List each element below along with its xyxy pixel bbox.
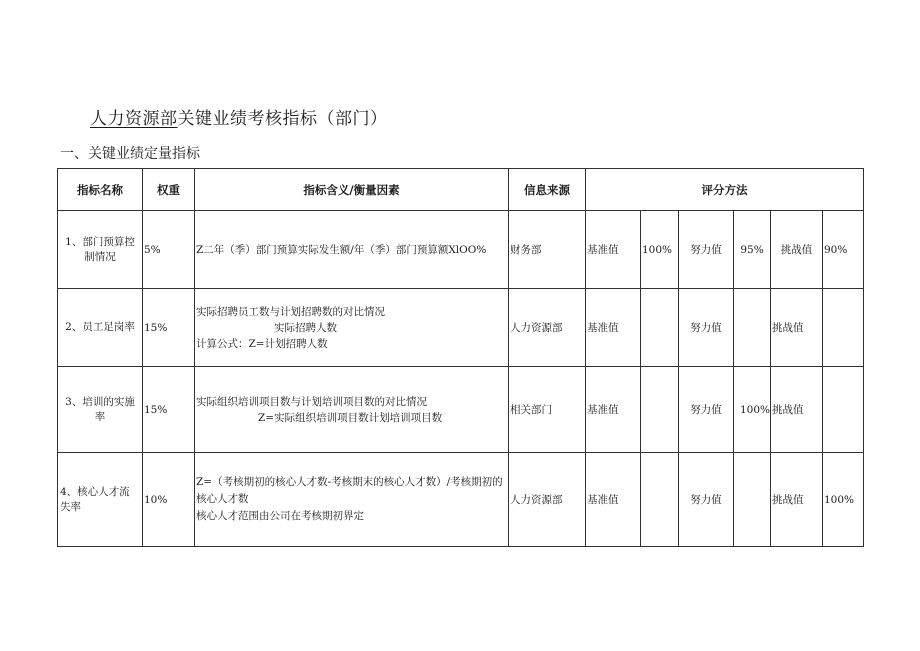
effort-label: 努力值 <box>679 211 734 289</box>
effort-label: 努力值 <box>679 289 734 367</box>
definition-cell <box>195 367 509 453</box>
base-label: 基准值 <box>586 211 641 289</box>
source-cell: 人力资源部 <box>509 289 586 367</box>
definition-cell <box>195 289 509 367</box>
definition-line: 实际招聘员工数与计划招聘数的对比情况 <box>196 305 385 318</box>
definition-line: 计算公式：Z=计划招聘人数 <box>196 337 328 350</box>
source-cell: 相关部门 <box>509 367 586 453</box>
effort-value <box>734 453 771 547</box>
header-source: 信息来源 <box>509 169 586 211</box>
table-row <box>58 211 864 289</box>
indicator-name: 3、培训的实施率 <box>58 367 143 453</box>
challenge-label: 挑战值 <box>771 367 823 453</box>
definition-cell <box>195 453 509 547</box>
base-value <box>641 453 679 547</box>
effort-value: 100% <box>734 367 771 453</box>
definition-line: 实际组织培训项目数与计划培训项目数的对比情况 <box>196 395 427 408</box>
indicator-name: 1、部门预算控制情况 <box>58 211 143 289</box>
weight-cell: 10% <box>143 453 195 547</box>
indicator-name: 2、员工足岗率 <box>58 289 143 367</box>
definition-line: 核心人才范围由公司在考核期初界定 <box>196 510 364 522</box>
base-label: 基准值 <box>586 367 641 453</box>
base-value: 100% <box>641 211 679 289</box>
challenge-label: 挑战值 <box>771 211 823 289</box>
table-row <box>58 289 864 367</box>
effort-label: 努力值 <box>679 367 734 453</box>
challenge-value: 90% <box>823 211 864 289</box>
definition-line: Z=实际组织培训项目数计划培训项目数 <box>258 411 443 424</box>
kpi-table <box>57 168 864 547</box>
definition-line: Z=（考核期初的核心人才数-考核期末的核心人才数）/考核期初的核心人才数 <box>196 476 503 505</box>
document-title <box>90 104 388 129</box>
base-value <box>641 367 679 453</box>
source-cell: 财务部 <box>509 211 586 289</box>
challenge-value <box>823 367 864 453</box>
definition-cell <box>195 211 509 289</box>
table-row <box>58 453 864 547</box>
challenge-label: 挑战值 <box>771 289 823 367</box>
header-weight: 权重 <box>143 169 195 211</box>
base-label: 基准值 <box>586 289 641 367</box>
challenge-label: 挑战值 <box>771 453 823 547</box>
base-value <box>641 289 679 367</box>
definition-line: 实际招聘人数 <box>274 321 337 334</box>
base-label: 基准值 <box>586 453 641 547</box>
title-rest: 关键业绩考核指标（部门） <box>177 109 388 129</box>
header-definition: 指标含义/衡量因素 <box>195 169 509 211</box>
section-heading: 一、关键业绩定量指标 <box>60 146 200 162</box>
header-row <box>58 169 864 211</box>
effort-label: 努力值 <box>679 453 734 547</box>
definition-line: Z二年（季）部门预算实际发生额/年（季）部门预算额XlOO% <box>196 243 487 256</box>
source-cell: 人力资源部 <box>509 453 586 547</box>
weight-cell: 15% <box>143 289 195 367</box>
weight-cell: 15% <box>143 367 195 453</box>
weight-cell: 5% <box>143 211 195 289</box>
effort-value: 95% <box>734 211 771 289</box>
header-scoring: 评分方法 <box>586 169 864 211</box>
challenge-value <box>823 289 864 367</box>
challenge-value: 100% <box>823 453 864 547</box>
indicator-name: 4、核心人才流失率 <box>58 453 143 547</box>
effort-value <box>734 289 771 367</box>
table-row <box>58 367 864 453</box>
header-name: 指标名称 <box>58 169 143 211</box>
title-underlined-part: 人力资源部 <box>90 109 178 129</box>
